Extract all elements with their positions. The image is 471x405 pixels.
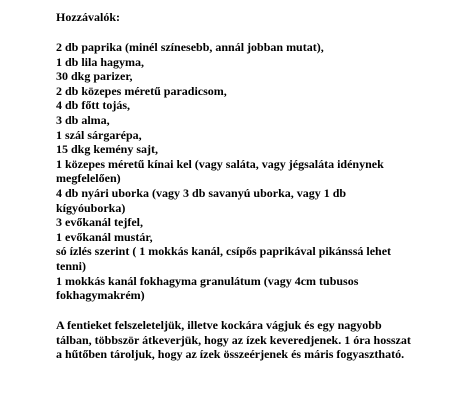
- ingredient-item: 3 evőkanál tejfel,: [56, 215, 143, 230]
- ingredient-item: 3 db alma,: [56, 112, 110, 127]
- ingredient-item: 4 db nyári uborka (vagy 3 db savanyú uborka, vagy 1 db kígyóuborka): [56, 185, 347, 215]
- ingredient-item: 30 dkg parizer,: [56, 69, 133, 84]
- ingredient-item: 2 db közepes méretű paradicsom,: [56, 83, 227, 98]
- instructions-paragraph: A fentieket felszeleteljük, illetve kockára vágjuk és egy nagyobb tálban, többször átkeverjük, hogy az ízek keveredjenek. 1 óra hosszat a hűtőben tároljuk, hogy az ízek összeérjenek és máris fogyasztható.: [56, 318, 411, 362]
- ingredient-item: 4 db főtt tojás,: [56, 98, 130, 113]
- ingredient-item: 1 evőkanál mustár,: [56, 229, 153, 244]
- ingredients-list: [56, 40, 416, 303]
- ingredient-item: 1 közepes méretű kínai kel (vagy saláta, vagy jégsaláta idénynek megfelelően): [56, 156, 384, 186]
- ingredient-item: 2 db paprika (minél színesebb, annál jobban mutat),: [56, 40, 324, 54]
- ingredient-item: 15 dkg kemény sajt,: [56, 142, 159, 157]
- ingredient-item: 1 szál sárgarépa,: [56, 127, 142, 142]
- ingredient-item: 1 db lila hagyma,: [56, 54, 145, 69]
- ingredient-item: 1 mokkás kanál fokhagyma granulátum (vagy 4cm tubusos fokhagymakrém): [56, 273, 359, 303]
- ingredients-heading: Hozzávalók:: [56, 10, 120, 24]
- ingredient-item: só ízlés szerint ( 1 mokkás kanál, csípős paprikával pikánssá lehet tenni): [56, 244, 392, 273]
